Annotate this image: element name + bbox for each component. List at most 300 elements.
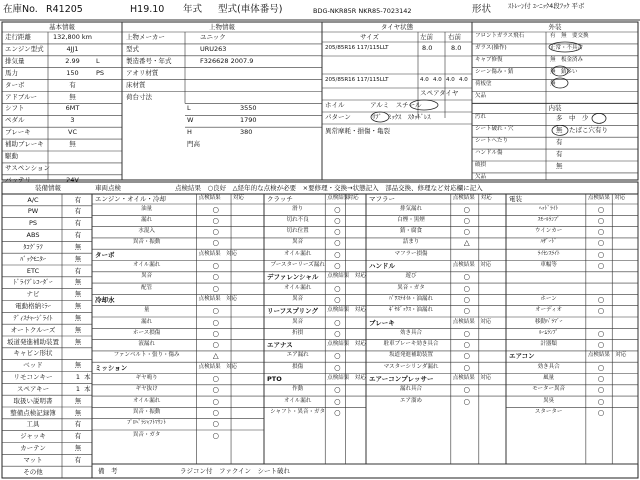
action-header: 対応 bbox=[233, 195, 245, 201]
inspection-mark: ○ bbox=[334, 238, 341, 248]
equipment-label: ﾃﾞｨｽﾁｬｰｼﾞﾗｲﾄ bbox=[13, 313, 53, 322]
rear-tire-depth: 4.0 bbox=[459, 77, 468, 83]
shape-label: 形状 bbox=[472, 4, 492, 15]
inspection-item: オーディオ bbox=[535, 307, 563, 314]
equipment-label: ﾄﾞﾗｲﾌﾞﾚｺｰﾀﾞｰ bbox=[13, 278, 53, 287]
interior-label: 破損 bbox=[475, 162, 487, 168]
equipment-value: 無 bbox=[74, 242, 82, 251]
inspection-item: オイル漏れ bbox=[283, 250, 312, 257]
inspection-mark: ○ bbox=[597, 362, 605, 372]
equipment-label: ﾊﾞｯｸﾓﾆﾀｰ bbox=[20, 254, 46, 263]
equipment-unit: 本 bbox=[84, 373, 91, 381]
inspection-mark: ○ bbox=[597, 215, 605, 225]
inspection-mark: ○ bbox=[212, 261, 220, 270]
tire-right-label: 右前 bbox=[448, 33, 461, 41]
basic-label: アドブルー bbox=[5, 92, 38, 101]
inspection-item: 作動 bbox=[292, 386, 304, 393]
sub-header: 点検結果 対応 bbox=[198, 250, 238, 257]
spare-tire-label: スペアタイヤ bbox=[420, 89, 459, 97]
inspection-item: ウインカー bbox=[534, 228, 563, 235]
equipment-value: 無 bbox=[74, 254, 82, 263]
inspection-mark: ○ bbox=[597, 238, 605, 248]
inspection-item: ﾗｲｾﾝｽﾗｲﾄ bbox=[537, 250, 560, 257]
inspection-item: ミッション bbox=[95, 363, 128, 372]
upper-label: 荷台寸法 bbox=[126, 92, 152, 101]
inspection-mark: ○ bbox=[334, 385, 341, 395]
inspection-section-title: エンジン・オイル・冷却 bbox=[95, 195, 166, 203]
basic-label: ターボ bbox=[5, 80, 25, 89]
remarks-label: 備 考 bbox=[98, 467, 118, 475]
inspection-item: 漏れ bbox=[141, 216, 153, 223]
basic-value: 150 bbox=[66, 68, 79, 77]
inspection-mark: ○ bbox=[334, 317, 341, 327]
basic-value: 無 bbox=[69, 92, 76, 101]
inspection-mark: ○ bbox=[597, 306, 605, 316]
inspection-item: 坂道発進補助装置 bbox=[388, 352, 433, 359]
basic-unit: PS bbox=[96, 68, 105, 77]
equipment-value: 有 bbox=[74, 432, 82, 441]
equipment-value: 有 bbox=[74, 266, 82, 275]
inspection-item: シャフト・異音・ガタ bbox=[270, 408, 326, 415]
section-box bbox=[2, 22, 638, 180]
inspection-item: マフラー損傷 bbox=[394, 250, 428, 257]
inspection-item: ﾍｯﾄﾞﾗｲﾄ bbox=[538, 205, 559, 212]
equipment-value: 無 bbox=[74, 325, 82, 334]
dimension-label: L bbox=[187, 104, 191, 113]
equipment-value: 1 bbox=[75, 384, 81, 393]
inspection-item: エアコン bbox=[509, 352, 535, 361]
exterior-title: 外装 bbox=[548, 23, 562, 31]
equipment-value: 無 bbox=[74, 302, 82, 310]
equipment-label: 坂道発進補助装置 bbox=[7, 337, 59, 346]
basic-unit: L bbox=[96, 56, 100, 65]
inspection-item: 白煙・黒煙 bbox=[397, 216, 425, 223]
tire-left-label: 左前 bbox=[420, 33, 433, 41]
inspection-mark: ○ bbox=[334, 204, 341, 214]
equipment-label: カーテン bbox=[20, 444, 46, 452]
basic-label: シフト bbox=[5, 104, 25, 113]
dimension-value: 3550 bbox=[240, 104, 257, 113]
interior-value: 有 bbox=[556, 150, 563, 159]
inspection-item: 折損 bbox=[292, 329, 304, 336]
upper-value: F326628 2007.9 bbox=[200, 56, 254, 65]
upper-value: ユニック bbox=[200, 33, 226, 41]
inspection-item: 駐車ブレーキ効き具合 bbox=[383, 341, 439, 348]
inspection-item: モーター異音 bbox=[532, 386, 565, 393]
inspection-item: 錆・腐食 bbox=[399, 228, 422, 235]
inspection-mark: ○ bbox=[334, 294, 341, 304]
inspection-item: 異音・振動 bbox=[132, 239, 161, 246]
equipment-label: 電動格納ﾐﾗｰ bbox=[15, 302, 51, 310]
inspection-item: 異音・ガタ bbox=[397, 284, 425, 291]
inspection-mark: ○ bbox=[212, 374, 220, 383]
equipment-value: 有 bbox=[74, 231, 82, 239]
equipment-label: 工具 bbox=[26, 420, 40, 429]
inspection-mark: ○ bbox=[463, 396, 471, 406]
sub-header: 点検結果 対応 bbox=[452, 262, 492, 268]
inspection-item: オイル漏れ bbox=[132, 397, 161, 404]
inspection-mark: ○ bbox=[334, 351, 341, 361]
inspection-section-title: マフラー bbox=[369, 195, 395, 203]
inspection-item: ブースターリーズ漏れ bbox=[270, 262, 325, 268]
sub-header: 点検結果 対応 bbox=[452, 318, 492, 325]
exterior-label: ガラス(操作) bbox=[475, 44, 507, 51]
action-header: 対応 bbox=[480, 195, 492, 201]
year-type-label: 年式 bbox=[183, 4, 203, 15]
basic-label: サスペンション bbox=[5, 163, 50, 172]
inspection-item: オイル漏れ bbox=[283, 397, 312, 404]
front-left-depth: 8.0 bbox=[422, 44, 433, 52]
interior-value: 有 bbox=[556, 138, 563, 147]
inspection-item: 損傷 bbox=[292, 363, 304, 370]
equipment-label: ﾀｺｸﾞﾗﾌ bbox=[23, 242, 43, 251]
equipment-label: オートクルーズ bbox=[10, 325, 56, 334]
dimension-label: W bbox=[187, 116, 194, 125]
inspection-item: 排気漏れ bbox=[399, 205, 422, 212]
tire-damage-note: 異常摩耗・損傷・亀裂 bbox=[325, 127, 390, 135]
inspection-mark: ○ bbox=[334, 249, 341, 259]
inspection-item: 異音 bbox=[292, 239, 304, 246]
interior-value: 多 中 少 bbox=[556, 114, 589, 123]
exterior-label: キャブ修復 bbox=[475, 56, 503, 63]
equipment-value: 無 bbox=[74, 313, 82, 322]
stock-label: 在庫No. bbox=[3, 4, 38, 15]
remarks-text: ラジコン付 ファクイン シート破れ bbox=[180, 467, 291, 475]
inspection-item: ﾙｰﾑﾗﾝﾌﾟ bbox=[538, 329, 559, 336]
basic-label: バッテリー bbox=[5, 175, 38, 184]
equipment-label: ETC bbox=[26, 266, 40, 275]
sub-header: 点検結果 対応 bbox=[327, 307, 366, 314]
inspection-mark: ○ bbox=[212, 340, 220, 350]
inspection-mark: ○ bbox=[212, 419, 220, 429]
inspection-item: ターボ bbox=[95, 250, 115, 259]
sub-header: 点検結果 対応 bbox=[198, 363, 238, 370]
upper-label: 床材質 bbox=[126, 80, 146, 89]
inspection-mark: ○ bbox=[212, 272, 220, 282]
equipment-label: ABS bbox=[26, 231, 40, 239]
legend-text: 点検結果 ○良好 △経年的な点検が必要 ×要修理・交換→状態記入 部品交換、修理など対応欄に記入 bbox=[175, 184, 483, 192]
inspection-item: ｷﾞﾔﾎﾞｯｸｽ・油漏れ bbox=[388, 307, 433, 314]
inspection-mark: ○ bbox=[463, 227, 471, 237]
inspection-mark: ○ bbox=[597, 396, 605, 406]
upper-label: 型式 bbox=[126, 44, 139, 53]
inspection-mark: ○ bbox=[597, 385, 605, 395]
equipment-value: 有 bbox=[74, 219, 82, 228]
tire-title: タイヤ状態 bbox=[380, 23, 414, 31]
sub-header: 点検結果 対応 bbox=[327, 273, 366, 280]
inspection-mark: ○ bbox=[212, 385, 220, 395]
upper-label: 上物メーカー bbox=[126, 33, 165, 41]
basic-label: ペダル bbox=[5, 116, 25, 125]
equipment-value: 無 bbox=[74, 361, 82, 370]
inspection-mark: △ bbox=[212, 351, 219, 361]
pattern-options: ﾘﾌﾞ ﾐｯｸｽ ｽﾀｯﾄﾞﾚｽ bbox=[372, 113, 431, 121]
interior-value: 無 たばこ穴有り bbox=[556, 126, 608, 135]
result-header: 点検結果 bbox=[587, 195, 610, 201]
exterior-value: 無 bbox=[550, 80, 556, 87]
inspection-item: 移動ﾊﾞﾗﾏﾞｰ bbox=[534, 318, 563, 325]
dimension-value: 380 bbox=[240, 128, 253, 137]
inspection-item: 遊び bbox=[405, 273, 417, 280]
basic-label: 駆動 bbox=[5, 152, 18, 160]
rear-tire-size: 205/85R16 117/115LLT bbox=[325, 77, 389, 83]
inspection-mark: ○ bbox=[463, 328, 471, 338]
inspection-mark: ○ bbox=[334, 362, 341, 372]
inspection-item: エア漏れ bbox=[286, 352, 309, 359]
basic-value: 132,800 km bbox=[52, 33, 93, 41]
interior-label: ハンドル傷 bbox=[475, 150, 503, 157]
inspection-item: デファレンシャル bbox=[267, 273, 319, 282]
inspection-section-title: クラッチ bbox=[267, 195, 293, 203]
inspection-item: ギヤ鳴り bbox=[135, 375, 158, 381]
wheel-options: アルミ スチール bbox=[370, 101, 422, 109]
inspection-item: 効き具合 bbox=[399, 329, 422, 336]
interior-label: シート破れ・穴 bbox=[475, 126, 514, 133]
exterior-value: 正常・不具合 bbox=[550, 44, 584, 51]
inspection-mark: ○ bbox=[463, 351, 471, 361]
equipment-value: 有 bbox=[74, 195, 82, 204]
basic-value: VC bbox=[68, 128, 77, 137]
inspection-item: ｽﾓｰﾙﾗﾝﾌﾟ bbox=[537, 216, 560, 223]
basic-label: 補助ブレーキ bbox=[5, 140, 44, 149]
equipment-value: 無 bbox=[74, 290, 82, 299]
model-code: BDG-NKR85R NKR85-7023142 bbox=[313, 7, 412, 15]
interior-title: 内装 bbox=[548, 104, 562, 113]
inspection-item: 漏れ bbox=[141, 318, 153, 325]
result-header: 点検結果 bbox=[198, 195, 221, 201]
inspection-item: ﾊｻﾞｰﾄﾞ bbox=[540, 239, 557, 246]
inspection-mark: ○ bbox=[463, 294, 471, 304]
rear-tire-depth: 4.0 bbox=[433, 77, 442, 83]
model-label: 型式(車体番号) bbox=[218, 4, 283, 15]
inspection-mark: ○ bbox=[212, 328, 220, 338]
interior-label: 欠品 bbox=[475, 173, 487, 180]
inspection-mark: ○ bbox=[212, 407, 220, 417]
equipment-value: 無 bbox=[74, 278, 82, 287]
inspection-mark: ○ bbox=[334, 407, 341, 417]
basic-value: 4JJ1 bbox=[66, 44, 79, 53]
exterior-value: 無 錆多い bbox=[550, 68, 578, 75]
inspection-item: PTO bbox=[267, 375, 282, 383]
inspection-item: 油量 bbox=[141, 205, 153, 212]
inspection-item: エア溜め bbox=[399, 397, 422, 404]
inspection-mark: ○ bbox=[597, 328, 605, 338]
equipment-label: ジャッキ bbox=[20, 432, 46, 441]
inspection-item: 異音 bbox=[292, 318, 304, 325]
inspection-mark: ○ bbox=[334, 227, 341, 237]
inspection-item: リーフスプリング bbox=[267, 307, 319, 316]
action-header: 対応 bbox=[614, 195, 626, 201]
stock-number: R41205 bbox=[46, 4, 83, 15]
inspection-mark: ○ bbox=[212, 396, 220, 406]
inspection-mark: ○ bbox=[212, 238, 220, 248]
inspection-item: オイル漏れ bbox=[132, 262, 161, 268]
upper-info-title: 上物情報 bbox=[209, 23, 235, 31]
inspection-mark: ○ bbox=[597, 340, 605, 350]
inspection-mark: ○ bbox=[212, 227, 220, 237]
basic-value: 2.99 bbox=[65, 56, 80, 65]
inspection-mark: ○ bbox=[597, 227, 605, 237]
equipment-value: 1 bbox=[75, 373, 81, 381]
inspection-item: 異音 bbox=[141, 273, 153, 280]
inspection-item: ハンドル bbox=[369, 262, 395, 270]
inspection-item: 切れ位置 bbox=[286, 228, 309, 235]
inspection-mark: ○ bbox=[463, 306, 471, 316]
equipment-label: 取扱い説明書 bbox=[13, 396, 53, 405]
inspection-item: ブレーキ bbox=[369, 318, 395, 327]
inspection-item: 切れ不良 bbox=[286, 216, 309, 223]
front-tire-size: 205/85R16 117/115LLT bbox=[325, 45, 389, 51]
equipment-value: 有 bbox=[74, 207, 82, 216]
sub-header: 点検結果 対応 bbox=[452, 375, 492, 381]
inspection-item: 異音・振動 bbox=[132, 408, 161, 415]
inspection-mark: ○ bbox=[463, 385, 471, 395]
inspection-mark: ○ bbox=[212, 317, 220, 327]
sub-header: 点検結果 対応 bbox=[198, 295, 238, 302]
inspection-item: 効き具合 bbox=[537, 363, 560, 370]
inspection-mark: ○ bbox=[597, 294, 605, 304]
inspection-mark: ○ bbox=[597, 261, 605, 270]
inspection-mark: ○ bbox=[334, 283, 341, 293]
inspection-item: 異臭 bbox=[543, 397, 555, 404]
inspection-item: 異音・ガタ bbox=[132, 431, 161, 438]
inspection-item: ファンベルト・張り・傷み bbox=[113, 352, 180, 359]
equipment-label: リモコンキー bbox=[13, 373, 53, 381]
vehicle-check-title: 車両点検 bbox=[95, 184, 121, 192]
basic-label: エンジン型式 bbox=[5, 44, 44, 53]
equipment-unit: 本 bbox=[84, 384, 91, 393]
basic-value: 24V bbox=[66, 175, 79, 184]
wheel-label: ホイル bbox=[325, 101, 345, 109]
equipment-value: 無 bbox=[74, 444, 82, 452]
inspection-mark: ○ bbox=[463, 204, 471, 214]
basic-label: 排気量 bbox=[5, 56, 25, 65]
equipment-label: スペアキー bbox=[16, 384, 50, 393]
inspection-item: 計器類 bbox=[540, 341, 557, 348]
inspection-item: 異音 bbox=[292, 295, 304, 302]
equipment-label: A/C bbox=[27, 195, 39, 204]
basic-value: 3 bbox=[70, 116, 75, 125]
circled-choice bbox=[592, 113, 606, 123]
inspection-mark: ○ bbox=[597, 374, 605, 383]
equipment-value: 有 bbox=[74, 455, 82, 464]
inspection-item: エアーコンプレッサー bbox=[369, 375, 434, 383]
equipment-label: PW bbox=[27, 207, 39, 216]
equipment-value: 無 bbox=[74, 396, 82, 405]
inspection-mark: ○ bbox=[212, 306, 220, 316]
inspection-mark: ○ bbox=[334, 328, 341, 338]
front-right-depth: 8.0 bbox=[451, 44, 462, 52]
exterior-label: フロントガラス飛石 bbox=[475, 33, 525, 39]
inspection-section-title: 電装 bbox=[509, 195, 522, 203]
interior-value: 無 bbox=[556, 162, 563, 170]
shape-value: ｽﾄﾚｰﾝ付 ﾕｰﾆｯｸ4段ﾌｯｸ 平ボ bbox=[508, 2, 585, 10]
basic-label: 馬力 bbox=[5, 68, 18, 77]
inspection-item: ギヤ抜け bbox=[135, 386, 158, 393]
interior-label: シートへたり bbox=[475, 138, 509, 145]
equipment-label: ベッド bbox=[23, 361, 43, 370]
inspection-item: ホーン bbox=[540, 295, 557, 302]
rear-tire-depth: 4.0 bbox=[420, 77, 429, 83]
result-header: 点検結果 bbox=[452, 195, 475, 201]
equipment-title: 装備情報 bbox=[35, 184, 61, 192]
result-header: 点検結果 bbox=[327, 195, 350, 201]
equipment-value: 無 bbox=[74, 408, 82, 417]
action-header: 対応 bbox=[347, 195, 359, 201]
inspection-item: 滑り bbox=[292, 205, 304, 212]
inspection-mark: ○ bbox=[212, 215, 220, 225]
inspection-item: 水混入 bbox=[138, 228, 155, 235]
inspection-item: 量 bbox=[143, 307, 150, 314]
equipment-label: 整備点検記録簿 bbox=[10, 408, 56, 417]
inspection-item: エアナス bbox=[267, 341, 293, 350]
basic-label: ブレーキ bbox=[5, 128, 31, 137]
rear-tire-depth: 4.0 bbox=[446, 77, 455, 83]
equipment-label: その他 bbox=[23, 467, 43, 476]
inspection-mark: ○ bbox=[463, 362, 471, 372]
inspection-mark: ○ bbox=[334, 215, 341, 225]
inspection-mark: ○ bbox=[463, 340, 471, 350]
inspection-mark: ○ bbox=[597, 204, 605, 214]
basic-value: 6MT bbox=[65, 104, 80, 113]
inspection-item: ホース損傷 bbox=[132, 329, 161, 336]
inspection-item: ﾊﾟﾜｽﾃｵｲﾙ・油漏れ bbox=[388, 295, 433, 302]
inspection-mark: ○ bbox=[334, 261, 341, 270]
pattern-label: パターン bbox=[325, 113, 351, 121]
exterior-value: 無 板金済み bbox=[550, 56, 584, 63]
inspection-item: ﾌﾟﾛﾍﾟﾗｼｬﾌﾄﾏｳﾝﾄ bbox=[127, 420, 166, 427]
basic-label: 走行距離 bbox=[5, 33, 31, 41]
inspection-item: 車幅等 bbox=[540, 262, 557, 268]
exterior-label: 荷板塗 bbox=[475, 80, 492, 87]
inspection-item: 冷却水 bbox=[95, 295, 115, 304]
tire-size-label: サイズ bbox=[360, 33, 379, 41]
inspection-item: 風量 bbox=[543, 375, 555, 381]
inspection-mark: △ bbox=[463, 238, 470, 248]
inspection-mark: ○ bbox=[463, 215, 471, 225]
door-height-label: 門高 bbox=[187, 140, 200, 149]
equipment-label: キャビン形状 bbox=[13, 349, 53, 358]
basic-value: 無 bbox=[69, 140, 76, 149]
inspection-item: 詰まり bbox=[402, 239, 420, 246]
inspection-mark: ○ bbox=[597, 407, 605, 417]
inspection-item: 液漏れ bbox=[138, 341, 155, 348]
sub-header: 点検結果 対応 bbox=[327, 375, 366, 381]
inspection-mark: ○ bbox=[212, 283, 220, 293]
inspection-item: オイル漏れ bbox=[283, 284, 312, 291]
exterior-value: 有 無 要交換 bbox=[550, 33, 589, 39]
inspection-mark: ○ bbox=[597, 249, 605, 259]
equipment-label: ナビ bbox=[26, 290, 40, 299]
inspection-mark: ○ bbox=[212, 430, 220, 440]
upper-label: 製造番号・年式 bbox=[126, 56, 172, 65]
equipment-label: PS bbox=[28, 219, 38, 228]
basic-value: 有 bbox=[69, 80, 76, 89]
interior-label: 汚れ bbox=[475, 114, 487, 121]
dimension-value: 1790 bbox=[240, 116, 257, 125]
inspection-item: 配管 bbox=[141, 284, 153, 291]
inspection-item: マスターシリンダ漏れ bbox=[383, 363, 439, 370]
equipment-value: 有 bbox=[74, 420, 82, 429]
sub-header: 点検結果 対応 bbox=[327, 341, 366, 348]
inspection-mark: ○ bbox=[463, 272, 471, 282]
basic-info-title: 基本情報 bbox=[49, 23, 75, 31]
dimension-label: H bbox=[187, 128, 192, 137]
upper-value: URU263 bbox=[200, 44, 227, 53]
model-year: H19.10 bbox=[130, 4, 165, 15]
sub-header: 点検結果 対応 bbox=[587, 352, 627, 359]
upper-label: アオリ材質 bbox=[126, 68, 159, 77]
